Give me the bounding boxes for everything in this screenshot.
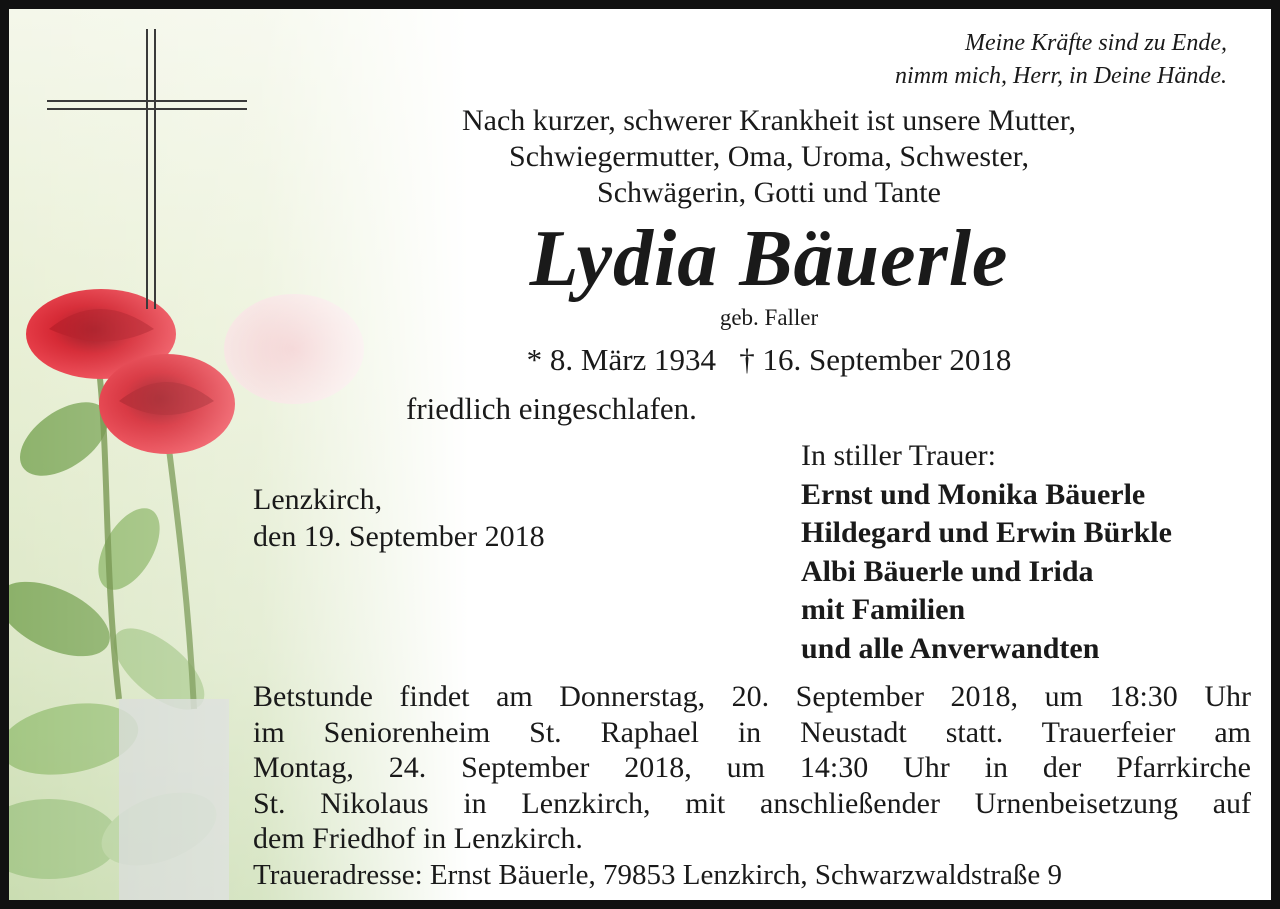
maiden-name: geb. Faller — [719, 305, 819, 330]
deceased-name: Lydia Bäuerle — [529, 215, 1009, 303]
service-line: Montag, 24. September 2018, um 14:30 Uhr in der Pfarrkirche — [253, 751, 1251, 784]
mourner-family: mit Familien — [801, 593, 966, 626]
service-line: dem Friedhof in Lenzkirch. — [253, 822, 583, 855]
intro-line-2: Schwiegermutter, Oma, Uroma, Schwester, — [509, 140, 1029, 173]
mourner-family: Hildegard und Erwin Bürkle — [801, 516, 1172, 549]
mourning-address: Traueradresse: Ernst Bäuerle, 79853 Lenzkirch, Schwarzwaldstraße 9 — [253, 859, 1063, 891]
mourning-heading: In stiller Trauer: — [801, 439, 996, 472]
place: Lenzkirch, — [253, 483, 383, 516]
intro-text — [279, 103, 1259, 211]
service-line: St. Nikolaus in Lenzkirch, mit anschließender Urnenbeisetzung auf — [253, 786, 1251, 820]
intro-line-3: Schwägerin, Gotti und Tante — [597, 176, 941, 209]
service-line: Betstunde findet am Donnerstag, 20. September 2018, um 18:30 Uhr — [253, 680, 1251, 713]
notice-date: den 19. September 2018 — [253, 520, 545, 553]
service-details — [253, 679, 1251, 857]
mourner-family: Albi Bäuerle und Irida — [801, 554, 1094, 588]
quote-line-1: Meine Kräfte sind zu Ende, — [965, 30, 1227, 56]
quote-line-2: nimm mich, Herr, in Deine Hände. — [895, 63, 1227, 89]
bible-quote — [767, 27, 1227, 93]
service-line: im Seniorenheim St. Raphael in Neustadt statt. Trauerfeier am — [253, 715, 1251, 749]
mourners-block — [801, 437, 1172, 668]
peaceful-text: friedlich eingeschlafen. — [406, 391, 697, 426]
mourner-family: und alle Anverwandten — [801, 631, 1100, 665]
mourner-family: Ernst und Monika Bäuerle — [801, 477, 1146, 511]
life-dates: * 8. März 1934 † 16. September 2018 — [526, 342, 1012, 377]
intro-line-1: Nach kurzer, schwerer Krankheit ist unsere Mutter, — [461, 104, 1077, 137]
place-date — [253, 481, 545, 555]
